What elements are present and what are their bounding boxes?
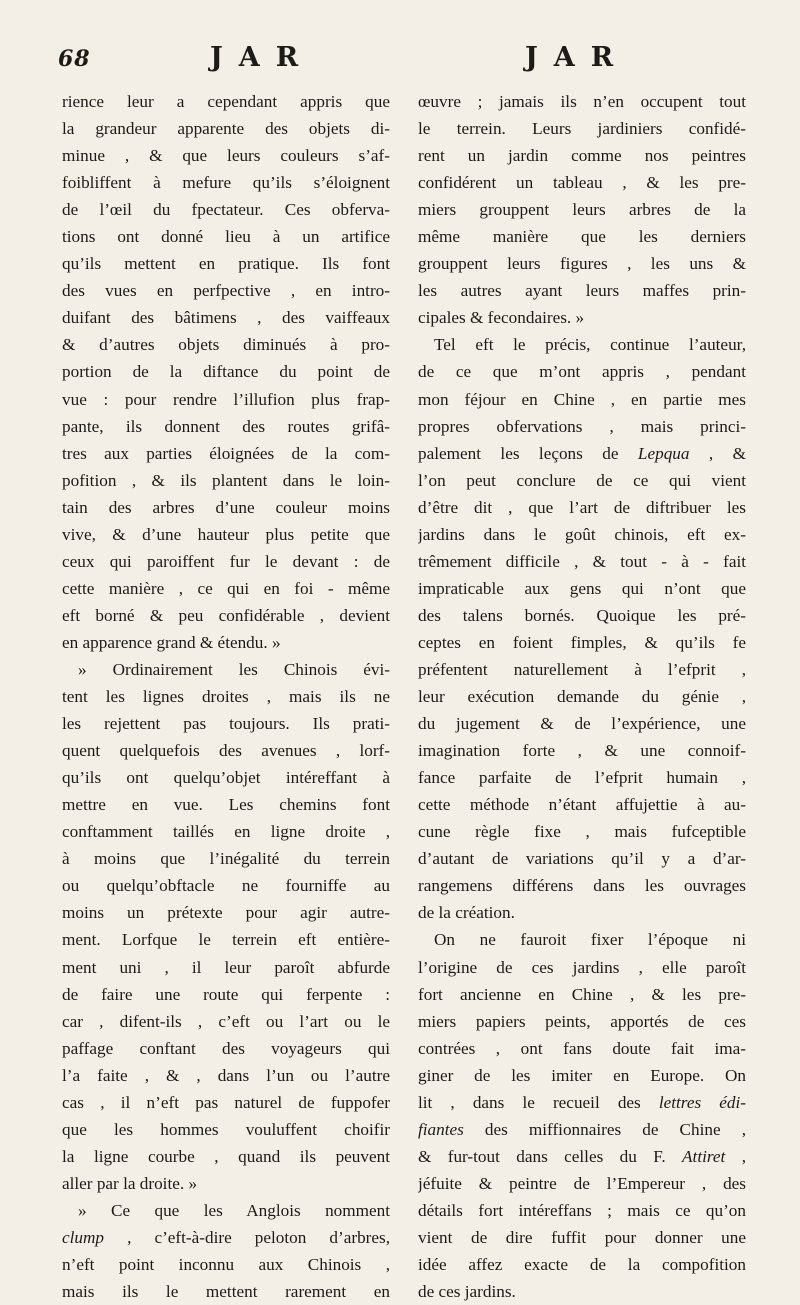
text-line: de la création. [418,903,515,923]
italic-term: lettres édi- [658,1092,746,1112]
text-line: rent un jardin comme nos peintres [418,146,746,166]
text-line: cune règle fixe , mais fufceptible [418,822,746,842]
text-line: confidérent un tableau , & les pre- [418,173,746,193]
text-line: aller par la droite. » [62,1173,198,1193]
italic-term: Attiret [682,1146,726,1166]
text-column-right [418,88,746,1305]
text-line: » Ordinairement les Chinois évi- [78,659,390,679]
text-line: des talens bornés. Quoique les pré- [418,605,746,625]
text-line: vient de dire fuffit pour donner une [418,1227,746,1247]
text-line: grouppent leurs figures , les uns & [418,254,746,274]
text-line: ceux qui paroiffent fur le devant : de [62,551,390,571]
text-line: ou quelqu’obftacle ne fourniffe au [62,876,390,896]
text-line: l’a faite , & , dans l’un ou l’autre [62,1065,390,1085]
text-line: même manière que les derniers [418,227,746,247]
text-line: de faire une route qui ferpente : [62,984,390,1004]
text-line: ment. Lorfque le terrein eft entière- [62,930,390,950]
text-line: clump , c’eft-à-dire peloton d’arbres, [62,1227,390,1247]
text-line: propres obfervations , mais princi- [418,416,746,436]
text-line: imagination forte , & une connoif- [418,741,746,761]
text-line: des vues en perfpective , en intro- [62,281,390,301]
text-line: cas , il n’eft pas naturel de fuppofer [62,1092,390,1112]
text-line: On ne fauroit fixer l’époque ni [434,930,746,950]
text-line: vue : pour rendre l’illufion plus frap- [62,389,390,409]
text-line: conftamment taillés en ligne droite , [62,822,390,842]
text-line: la grandeur apparente des objets di- [62,119,390,139]
text-line: à moins que l’inégalité du terrein [62,849,390,869]
text-column-left [62,88,390,1305]
running-head-left: JAR [210,42,315,73]
text-line: tions ont donné lieu à un artifice [62,227,390,247]
page-number: 68 [58,46,91,72]
text-line: le terrein. Leurs jardiniers confidé- [418,119,746,139]
text-line: tres aux parties éloignées de la com- [62,443,390,463]
text-line: car , difent-ils , c’eft ou l’art ou le [62,1011,390,1031]
text-line: vive, & d’une hauteur plus petite que [62,524,390,544]
text-line: l’on peut conclure de ce qui vient [418,470,746,490]
text-line: mon féjour en Chine , en partie mes [418,389,746,409]
text-line: cette manière , ce qui en foi - même [62,578,390,598]
text-line: idée affez exacte de la compofition [418,1255,746,1275]
text-line: ceptes en foient fimples, & qu’ils fe [418,632,746,652]
text-line: de ces jardins. [418,1282,516,1302]
text-line: cipales & fecondaires. » [418,308,585,328]
text-line: tent les lignes droites , mais ils ne [62,687,390,707]
text-line: trêmement difficile , & tout - à - fait [418,551,746,571]
text-line: mettre en vue. Les chemins font [62,795,390,815]
text-line: palement les leçons de Lepqua , & [418,443,746,463]
text-line: minue , & que leurs couleurs s’af- [62,146,390,166]
text-line: n’eft point inconnu aux Chinois , [62,1255,390,1275]
text-line: lit , dans le recueil des lettres édi- [418,1092,746,1112]
text-line: & fur-tout dans celles du F. Attiret , [418,1146,746,1166]
text-line: eft borné & peu confidérable , devient [62,605,390,625]
text-line: d’être dit , que l’art de diftribuer les [418,497,746,517]
text-line: » Ce que les Anglois nomment [78,1200,390,1220]
text-line: en apparence grand & étendu. » [62,632,281,652]
text-line: moins un prétexte pour agir autre- [62,903,390,923]
text-line: rangemens différens dans les ouvrages [418,876,746,896]
text-line: cette méthode n’étant affujettie à au- [418,795,746,815]
text-line: leur exécution demande du génie , [418,687,746,707]
text-line: impraticable aux gens qui n’ont que [418,578,746,598]
text-line: mais ils le mettent rarement en [62,1282,390,1302]
text-line: jardins dans le goût chinois, eft ex- [418,524,746,544]
text-line: œuvre ; jamais ils n’en occupent tout [418,92,746,111]
text-line: de l’œil du fpectateur. Ces obferva- [62,200,390,220]
text-line: portion de la diftance du point de [62,362,390,382]
text-line: les rejettent pas toujours. Ils prati- [62,714,390,734]
text-line: foibliffent à mefure qu’ils s’éloignent [62,173,390,193]
text-line: miers papiers peints, apportés de ces [418,1011,746,1031]
text-line: qu’ils mettent en pratique. Ils font [62,254,390,274]
text-line: jéfuite & peintre de l’Empereur , des [418,1173,746,1193]
text-line: Tel eft le précis, continue l’auteur, [434,335,746,355]
text-line: rience leur a cependant appris que [62,92,390,111]
text-line: paffage conftant des voyageurs qui [62,1038,390,1058]
italic-term: Lepqua [637,443,690,463]
text-line: d’autant de variations qu’il y a d’ar- [418,849,746,869]
text-line: fiantes des miffionnaires de Chine , [418,1119,746,1139]
text-line: que les hommes vouluffent choifir [62,1119,390,1139]
text-line: préfentent naturellement à l’efprit , [418,659,746,679]
text-line: fance parfaite de l’efprit humain , [418,768,746,788]
running-head-right: JAR [525,42,630,73]
text-line: fort ancienne en Chine , & les pre- [418,984,746,1004]
text-line: giner de les imiter en Europe. On [418,1065,746,1085]
text-line: les autres ayant leurs maffes prin- [418,281,746,301]
text-line: duifant des bâtimens , des vaiffeaux [62,308,390,328]
text-line: du jugement & de l’expérience, une [418,714,746,734]
italic-term: fiantes [418,1119,464,1139]
text-line: de ce que m’ont appris , pendant [418,362,746,382]
italic-term: clump [62,1227,105,1247]
text-line: tain des arbres d’une couleur moins [62,497,390,517]
text-line: détails fort intéreffans ; mais ce qu’on [418,1200,746,1220]
text-line: contrées , ont fans doute fait ima- [418,1038,746,1058]
text-line: miers grouppent leurs arbres de la [418,200,746,220]
text-line: l’origine de ces jardins , elle paroît [418,957,746,977]
text-line: ment uni , il leur paroît abfurde [62,957,390,977]
text-line: quent quelquefois des avenues , lorf- [62,741,390,761]
text-line: pante, ils donnent des routes grifâ- [62,416,390,436]
text-line: & d’autres objets diminués à pro- [62,335,390,355]
text-line: pofition , & ils plantent dans le loin- [62,470,390,490]
text-line: la ligne courbe , quand ils peuvent [62,1146,390,1166]
text-line: qu’ils ont quelqu’objet intéreffant à [62,768,390,788]
